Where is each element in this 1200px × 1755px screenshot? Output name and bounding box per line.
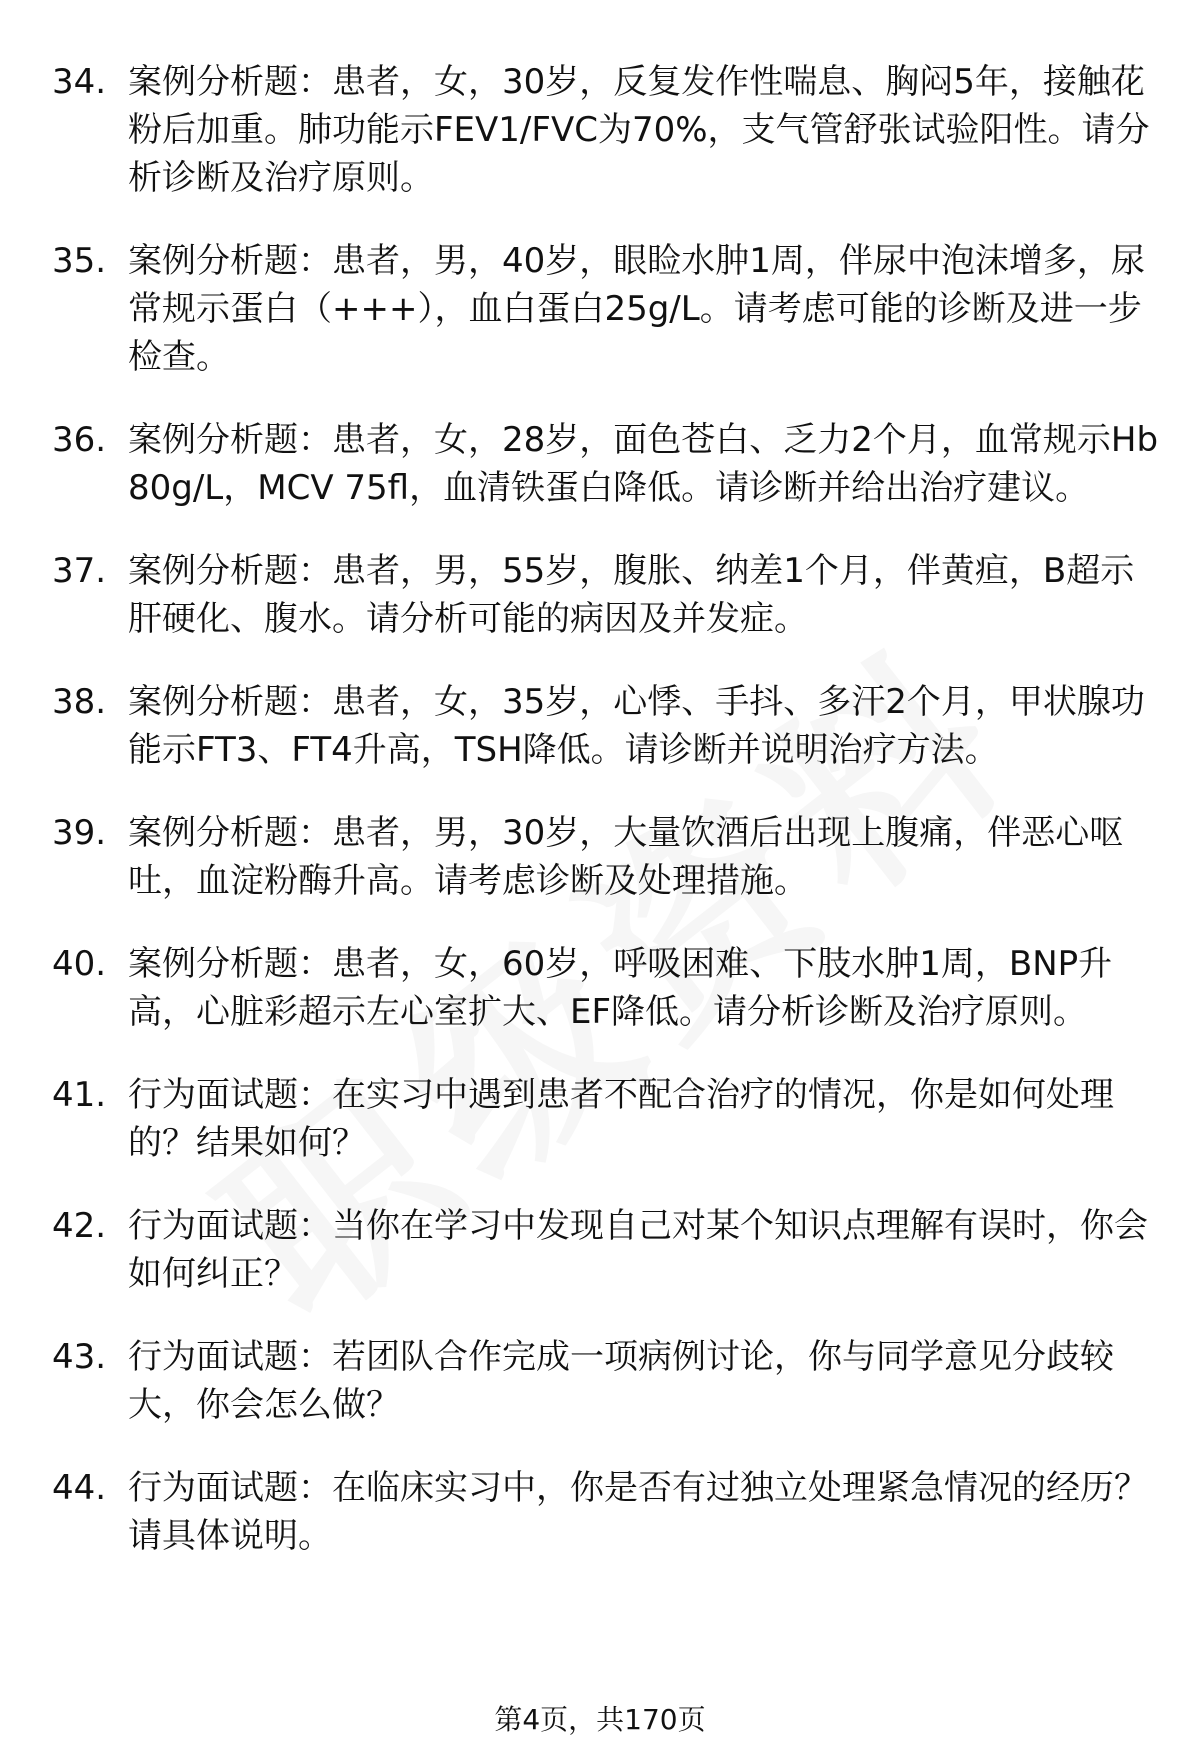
question-text: 行为面试题：若团队合作完成一项病例讨论，你与同学意见分歧较大，你会怎么做？ xyxy=(128,1337,1114,1425)
question-number: 43. xyxy=(52,1337,107,1377)
question-text: 案例分析题：患者，男，40岁，眼睑水肿1周，伴尿中泡沫增多，尿常规示蛋白（+++），血白蛋白25g/L。请考虑可能的诊断及进一步检查。 xyxy=(128,241,1145,377)
question-text: 行为面试题：在临床实习中，你是否有过独立处理紧急情况的经历？请具体说明。 xyxy=(128,1468,1148,1556)
question-text: 案例分析题：患者，女，35岁，心悸、手抖、多汗2个月，甲状腺功能示FT3、FT4升高，TSH降低。请诊断并说明治疗方法。 xyxy=(128,682,1145,770)
question-item xyxy=(0,1071,1200,1167)
question-text: 案例分析题：患者，男，30岁，大量饮酒后出现上腹痛，伴恶心呕吐，血淀粉酶升高。请考虑诊断及处理措施。 xyxy=(128,813,1124,901)
question-item xyxy=(0,416,1200,512)
question-text: 行为面试题：当你在学习中发现自己对某个知识点理解有误时，你会如何纠正？ xyxy=(128,1206,1148,1294)
question-number: 38. xyxy=(52,682,107,722)
question-list xyxy=(0,58,1200,1595)
question-number: 40. xyxy=(52,944,107,984)
question-text: 案例分析题：患者，女，60岁，呼吸困难、下肢水肿1周，BNP升高，心脏彩超示左心室扩大、EF降低。请分析诊断及治疗原则。 xyxy=(128,944,1113,1032)
question-item xyxy=(0,1464,1200,1560)
question-item xyxy=(0,940,1200,1036)
question-item xyxy=(0,58,1200,202)
question-item xyxy=(0,547,1200,643)
question-text: 案例分析题：患者，女，30岁，反复发作性喘息、胸闷5年，接触花粉后加重。肺功能示FEV1/FVC为70%，支气管舒张试验阳性。请分析诊断及治疗原则。 xyxy=(128,62,1150,198)
question-number: 39. xyxy=(52,813,107,853)
question-text: 案例分析题：患者，男，55岁，腹胀、纳差1个月，伴黄疸，B超示肝硬化、腹水。请分析可能的病因及并发症。 xyxy=(128,551,1135,639)
question-number: 42. xyxy=(52,1206,107,1246)
question-number: 36. xyxy=(52,420,107,460)
question-item xyxy=(0,678,1200,774)
question-number: 34. xyxy=(52,62,107,102)
page-number: 第4页，共170页 xyxy=(494,1703,706,1736)
question-number: 44. xyxy=(52,1468,107,1508)
question-number: 37. xyxy=(52,551,107,591)
question-item xyxy=(0,1333,1200,1429)
question-item xyxy=(0,1202,1200,1298)
question-number: 41. xyxy=(52,1075,107,1115)
question-text: 行为面试题：在实习中遇到患者不配合治疗的情况，你是如何处理的？结果如何？ xyxy=(128,1075,1114,1163)
question-item xyxy=(0,237,1200,381)
question-number: 35. xyxy=(52,241,107,281)
question-item xyxy=(0,809,1200,905)
question-text: 案例分析题：患者，女，28岁，面色苍白、乏力2个月，血常规示Hb 80g/L，MCV 75fl，血清铁蛋白降低。请诊断并给出治疗建议。 xyxy=(128,420,1159,508)
